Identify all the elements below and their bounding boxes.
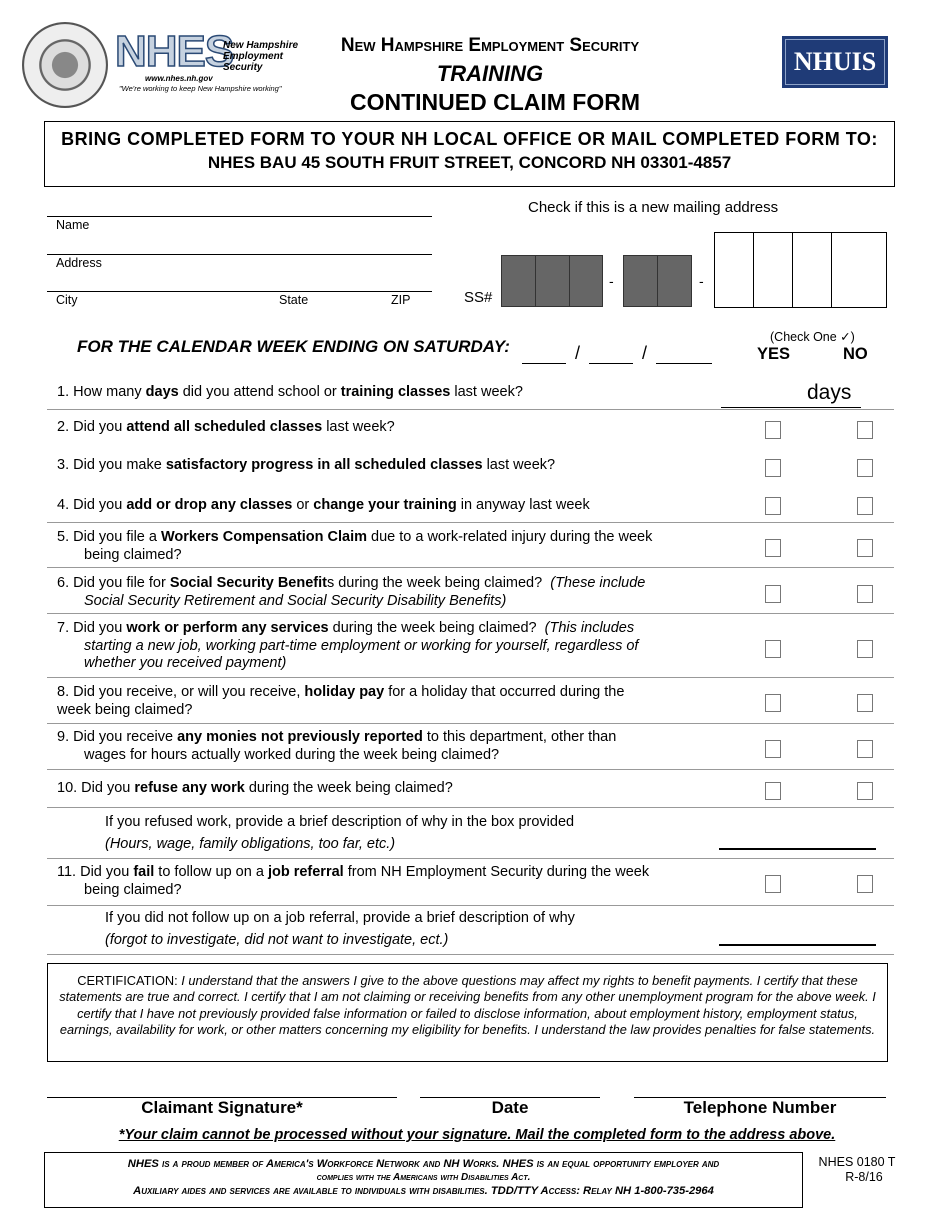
question-2-no-checkbox[interactable]: [857, 421, 873, 439]
question-5-no-checkbox[interactable]: [857, 539, 873, 557]
question-11: 11. Did you fail to follow up on a job referral from NH Employment Security during the week being claimed?: [57, 864, 650, 898]
no-column-header: NO: [843, 345, 868, 363]
question-10-followup-hint: (Hours, wage, family obligations, too far, etc.): [105, 836, 396, 852]
form-title: CONTINUED CLAIM FORM: [349, 89, 641, 115]
name-label: Name: [56, 218, 90, 232]
question-7-yes-checkbox[interactable]: [765, 640, 781, 658]
nh-state-seal-logo: [22, 22, 108, 108]
question-10-no-checkbox[interactable]: [857, 782, 873, 800]
question-1: 1. How many days did you attend school or training classes last week?: [57, 384, 523, 400]
row-divider: [47, 567, 894, 568]
address-line[interactable]: [47, 254, 432, 255]
row-divider: [47, 807, 894, 808]
date-separator: /: [575, 343, 581, 363]
form-number: NHES 0180 T R-8/16: [818, 1155, 896, 1184]
signature-warning: *Your claim cannot be processed without your signature. Mail the completed form to the address above.: [118, 1127, 836, 1143]
nhes-logo-tagline: "We're working to keep New Hampshire working": [119, 84, 282, 93]
question-4-yes-checkbox[interactable]: [765, 497, 781, 515]
ss-separator: -: [699, 273, 704, 289]
ss-separator: -: [609, 273, 614, 289]
footer-notice: NHES is a proud member of America's Workforce Network and NH Works. NHES is an equal opportunity employer and complies with the Americans with Disabilities Act. Auxiliary aides and services are available to individuals with disabilities. TDD/TTY Access: Relay NH 1-800-735-2964: [44, 1152, 803, 1208]
row-divider: [47, 769, 894, 770]
row-divider: [47, 677, 894, 678]
name-line[interactable]: [47, 216, 432, 217]
days-answer-field[interactable]: [721, 407, 861, 408]
question-4: 4. Did you add or drop any classes or change your training in anyway last week: [57, 497, 590, 513]
question-11-followup-hint: (forgot to investigate, did not want to investigate, ect.): [105, 932, 449, 948]
city-state-zip-line[interactable]: [47, 291, 432, 292]
question-5-yes-checkbox[interactable]: [765, 539, 781, 557]
ss-field-part1[interactable]: [501, 255, 603, 307]
question-3: 3. Did you make satisfactory progress in all scheduled classes last week?: [57, 457, 556, 473]
week-ending-year-field[interactable]: [656, 363, 712, 364]
check-one-label: (Check One ✓): [770, 330, 855, 344]
row-divider: [47, 905, 894, 906]
question-3-no-checkbox[interactable]: [857, 459, 873, 477]
question-2-yes-checkbox[interactable]: [765, 421, 781, 439]
question-7: 7. Did you work or perform any services during the week being claimed? (This includes starting a new job, working part-time employment or working for yourself, regardless of whether you received payment): [57, 620, 639, 671]
question-6: 6. Did you file for Social Security Benefits during the week being claimed? (These include Social Security Retirement and Social Security Disability Benefits): [57, 575, 646, 609]
question-10-reason-field[interactable]: [719, 848, 876, 850]
row-divider: [47, 858, 894, 859]
nhes-logo-letters: NHES: [115, 27, 234, 76]
row-divider: [47, 522, 894, 523]
question-8-yes-checkbox[interactable]: [765, 694, 781, 712]
question-11-reason-field[interactable]: [719, 944, 876, 946]
mail-instructions: BRING COMPLETED FORM TO YOUR NH LOCAL OFFICE OR MAIL COMPLETED FORM TO: NHES BAU 45 SOUTH FRUIT STREET, CONCORD NH 03301-4857: [44, 121, 895, 187]
question-4-no-checkbox[interactable]: [857, 497, 873, 515]
question-7-no-checkbox[interactable]: [857, 640, 873, 658]
agency-title: New Hampshire Employment Security: [340, 35, 640, 56]
question-10: 10. Did you refuse any work during the week being claimed?: [57, 780, 453, 796]
question-3-yes-checkbox[interactable]: [765, 459, 781, 477]
date-label: Date: [491, 1098, 529, 1117]
nhuis-logo: NHUIS: [782, 36, 888, 88]
zip-label: ZIP: [391, 293, 411, 307]
question-10-yes-checkbox[interactable]: [765, 782, 781, 800]
nhes-logo: [115, 27, 305, 98]
claimant-signature-label: Claimant Signature*: [141, 1098, 303, 1117]
question-8: 8. Did you receive, or will you receive, holiday pay for a holiday that occurred during the week being claimed?: [57, 684, 625, 718]
row-divider: [47, 954, 894, 955]
new-address-label: Check if this is a new mailing address: [528, 199, 779, 216]
week-ending-label: FOR THE CALENDAR WEEK ENDING ON SATURDAY:: [77, 337, 510, 356]
question-11-no-checkbox[interactable]: [857, 875, 873, 893]
question-5: 5. Did you file a Workers Compensation Claim due to a work-related injury during the week being claimed?: [57, 529, 653, 563]
question-8-no-checkbox[interactable]: [857, 694, 873, 712]
row-divider: [47, 613, 894, 614]
ss-field-part2[interactable]: [623, 255, 692, 307]
new-address-check-boxes[interactable]: [714, 232, 887, 308]
question-9-yes-checkbox[interactable]: [765, 740, 781, 758]
row-divider: [47, 409, 894, 410]
state-label: State: [279, 293, 309, 307]
row-divider: [47, 723, 894, 724]
question-11-followup: If you did not follow up on a job referral, provide a brief description of why: [105, 910, 575, 926]
address-label: Address: [56, 256, 102, 270]
form-subtitle: TRAINING: [436, 61, 544, 86]
question-6-yes-checkbox[interactable]: [765, 585, 781, 603]
nhes-logo-url: www.nhes.nh.gov: [145, 74, 213, 83]
certification-statement: CERTIFICATION: I understand that the answers I give to the above questions may affect my rights to benefit payments. I certify that these statements are true and correct. I certify that I am not claiming or receiving benefits from any other unemployment program for the above week. I certify that I have not previously provided false information or failed to disclose information, about employment history, employment status, earnings, availability for work, or other matters concerning my eligibility for benefits. I understand the law provides penalties for false statements.: [47, 963, 888, 1062]
question-11-yes-checkbox[interactable]: [765, 875, 781, 893]
week-ending-day-field[interactable]: [589, 363, 633, 364]
city-label: City: [56, 293, 78, 307]
telephone-label: Telephone Number: [683, 1098, 837, 1117]
question-9-no-checkbox[interactable]: [857, 740, 873, 758]
nhes-logo-name: New Hampshire Employment Security: [223, 40, 299, 73]
yes-column-header: YES: [757, 345, 791, 363]
date-separator: /: [642, 343, 648, 363]
question-10-followup: If you refused work, provide a brief description of why in the box provided: [105, 814, 575, 830]
question-9: 9. Did you receive any monies not previously reported to this department, other than wages for hours actually worked during the week being claimed?: [57, 729, 617, 763]
question-6-no-checkbox[interactable]: [857, 585, 873, 603]
question-2: 2. Did you attend all scheduled classes last week?: [57, 419, 395, 435]
ss-label: SS#: [464, 289, 493, 306]
week-ending-month-field[interactable]: [522, 363, 566, 364]
days-unit-label: days: [807, 381, 852, 404]
